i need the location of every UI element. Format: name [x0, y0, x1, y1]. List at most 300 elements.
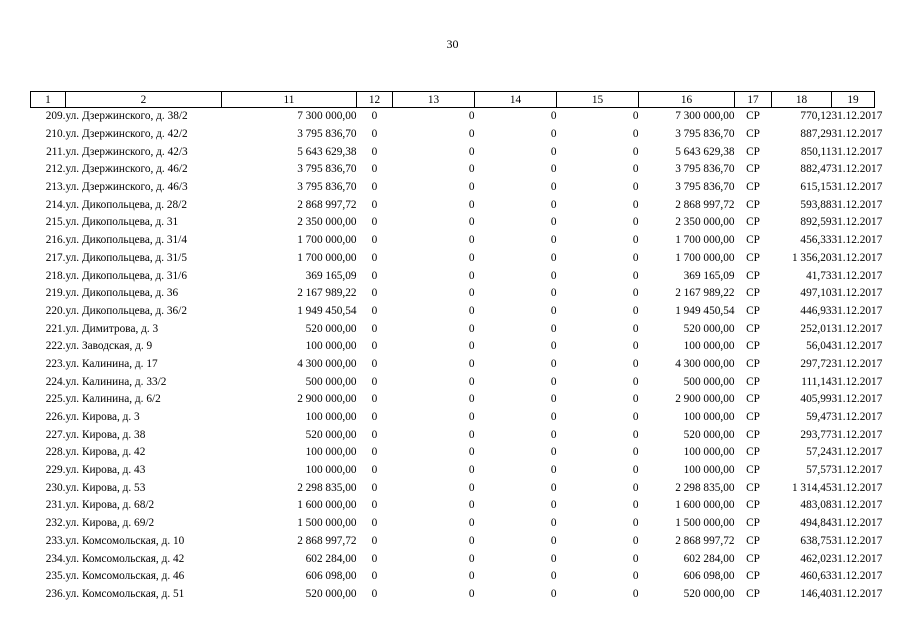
code-col-17-cell: СР — [746, 163, 760, 176]
value-col-14-cell: 0 — [550, 570, 557, 583]
code-col-17-cell: СР — [746, 304, 760, 317]
table-row — [31, 373, 875, 391]
date-col-19-cell: 31.12.2017 — [831, 411, 883, 424]
code-col-17-cell: СР — [746, 464, 760, 477]
row-number-cell: 223. — [45, 357, 66, 370]
value-col-12-cell: 0 — [371, 552, 378, 565]
address-cell: ул. Кирова, д. 38 — [65, 428, 146, 441]
value-col-12-cell: 0 — [371, 481, 378, 494]
amount-col-16-cell: 520 000,00 — [683, 428, 735, 441]
value-col-15-cell: 0 — [632, 357, 639, 370]
value-col-15-cell: 0 — [632, 287, 639, 300]
address-cell: ул. Дзержинского, д. 38/2 — [65, 110, 188, 123]
amount-col-16-cell: 100 000,00 — [683, 464, 735, 477]
value-col-13-cell: 0 — [468, 375, 475, 388]
code-col-17-cell: СР — [746, 499, 760, 512]
date-col-19-cell: 31.12.2017 — [831, 163, 883, 176]
value-col-12-cell: 0 — [371, 464, 378, 477]
value-col-15-cell: 0 — [632, 181, 639, 194]
table-row — [31, 550, 875, 568]
value-col-18-cell: 293,77 — [800, 428, 832, 441]
amount-col-16-cell: 2 868 997,72 — [675, 534, 735, 547]
value-col-18-cell: 56,04 — [806, 340, 832, 353]
table-row — [31, 462, 875, 480]
value-col-13-cell: 0 — [468, 446, 475, 459]
value-col-13-cell: 0 — [468, 340, 475, 353]
row-number-cell: 221. — [45, 322, 66, 335]
value-col-15-cell: 0 — [632, 570, 639, 583]
value-col-18-cell: 770,12 — [800, 110, 832, 123]
code-col-17-cell: СР — [746, 357, 760, 370]
amount-col-11-cell: 7 300 000,00 — [297, 110, 357, 123]
value-col-13-cell: 0 — [468, 287, 475, 300]
column-header-16: 16 — [639, 92, 735, 108]
value-col-15-cell: 0 — [632, 251, 639, 264]
amount-col-16-cell: 2 868 997,72 — [675, 198, 735, 211]
value-col-12-cell: 0 — [371, 446, 378, 459]
amount-col-16-cell: 1 700 000,00 — [675, 251, 735, 264]
value-col-13-cell: 0 — [468, 570, 475, 583]
amount-col-16-cell: 100 000,00 — [683, 340, 735, 353]
amount-col-11-cell: 3 795 836,70 — [297, 128, 357, 141]
amount-col-11-cell: 520 000,00 — [305, 322, 357, 335]
header-row — [31, 92, 875, 108]
address-cell: ул. Калинина, д. 6/2 — [65, 393, 161, 406]
value-col-14-cell: 0 — [550, 198, 557, 211]
value-col-18-cell: 252,01 — [800, 322, 832, 335]
value-col-13-cell: 0 — [468, 517, 475, 530]
row-number-cell: 216. — [45, 234, 66, 247]
column-header-19: 19 — [832, 92, 875, 108]
address-cell: ул. Кирова, д. 53 — [65, 481, 146, 494]
value-col-14-cell: 0 — [550, 110, 557, 123]
value-col-18-cell: 41,73 — [806, 269, 832, 282]
code-col-17-cell: СР — [746, 110, 760, 123]
row-number-cell: 211. — [46, 145, 66, 158]
code-col-17-cell: СР — [746, 481, 760, 494]
row-number-cell: 220. — [45, 304, 66, 317]
table-row — [31, 214, 875, 232]
table-row — [31, 250, 875, 268]
value-col-12-cell: 0 — [371, 428, 378, 441]
value-col-13-cell: 0 — [468, 216, 475, 229]
date-col-19-cell: 31.12.2017 — [831, 110, 883, 123]
code-col-17-cell: СР — [746, 269, 760, 282]
address-cell: ул. Кирова, д. 3 — [65, 411, 140, 424]
table-row — [31, 338, 875, 356]
value-col-14-cell: 0 — [550, 216, 557, 229]
value-col-14-cell: 0 — [550, 587, 557, 600]
row-number-cell: 234. — [45, 552, 66, 565]
row-number-cell: 215. — [45, 216, 66, 229]
code-col-17-cell: СР — [746, 587, 760, 600]
value-col-12-cell: 0 — [371, 570, 378, 583]
value-col-12-cell: 0 — [371, 357, 378, 370]
date-col-19-cell: 31.12.2017 — [831, 375, 883, 388]
amount-col-11-cell: 100 000,00 — [305, 464, 357, 477]
address-cell: ул. Дикопольцева, д. 31 — [65, 216, 179, 229]
value-col-12-cell: 0 — [371, 499, 378, 512]
date-col-19-cell: 31.12.2017 — [831, 216, 883, 229]
address-cell: ул. Дикопольцева, д. 36/2 — [65, 304, 187, 317]
value-col-18-cell: 59,47 — [806, 411, 832, 424]
value-col-18-cell: 615,15 — [800, 181, 832, 194]
amount-col-16-cell: 2 298 835,00 — [675, 481, 735, 494]
value-col-12-cell: 0 — [371, 128, 378, 141]
value-col-13-cell: 0 — [468, 587, 475, 600]
date-col-19-cell: 31.12.2017 — [831, 198, 883, 211]
value-col-18-cell: 850,11 — [800, 145, 832, 158]
value-col-18-cell: 460,63 — [800, 570, 832, 583]
address-cell: ул. Комсомольская, д. 42 — [65, 552, 185, 565]
code-col-17-cell: СР — [746, 181, 760, 194]
amount-col-16-cell: 4 300 000,00 — [675, 357, 735, 370]
value-col-15-cell: 0 — [632, 411, 639, 424]
address-cell: ул. Дзержинского, д. 46/3 — [65, 181, 188, 194]
value-col-14-cell: 0 — [550, 393, 557, 406]
value-col-14-cell: 0 — [550, 128, 557, 141]
amount-col-16-cell: 5 643 629,38 — [675, 145, 735, 158]
address-cell: ул. Кирова, д. 42 — [65, 446, 146, 459]
date-col-19-cell: 31.12.2017 — [831, 181, 883, 194]
value-col-18-cell: 483,08 — [800, 499, 832, 512]
amount-col-16-cell: 1 500 000,00 — [675, 517, 735, 530]
value-col-14-cell: 0 — [550, 287, 557, 300]
amount-col-16-cell: 3 795 836,70 — [675, 163, 735, 176]
amount-col-11-cell: 602 284,00 — [305, 552, 357, 565]
code-col-17-cell: СР — [746, 340, 760, 353]
code-col-17-cell: СР — [746, 428, 760, 441]
table-row — [31, 409, 875, 427]
value-col-14-cell: 0 — [550, 517, 557, 530]
value-col-15-cell: 0 — [632, 587, 639, 600]
address-cell: ул. Комсомольская, д. 51 — [65, 587, 185, 600]
date-col-19-cell: 31.12.2017 — [831, 340, 883, 353]
value-col-15-cell: 0 — [632, 163, 639, 176]
value-col-14-cell: 0 — [550, 428, 557, 441]
value-col-14-cell: 0 — [550, 552, 557, 565]
value-col-12-cell: 0 — [371, 110, 378, 123]
code-col-17-cell: СР — [746, 251, 760, 264]
amount-col-16-cell: 2 350 000,00 — [675, 216, 735, 229]
value-col-14-cell: 0 — [550, 357, 557, 370]
address-cell: ул. Калинина, д. 33/2 — [65, 375, 167, 388]
row-number-cell: 214. — [45, 198, 66, 211]
address-cell: ул. Дикопольцева, д. 31/4 — [65, 234, 187, 247]
column-header-2: 2 — [66, 92, 222, 108]
address-cell: ул. Калинина, д. 17 — [65, 357, 158, 370]
value-col-13-cell: 0 — [468, 393, 475, 406]
column-header-1: 1 — [31, 92, 66, 108]
value-col-15-cell: 0 — [632, 145, 639, 158]
table-row — [31, 586, 875, 604]
table-row — [31, 232, 875, 250]
value-col-12-cell: 0 — [371, 181, 378, 194]
amount-col-11-cell: 606 098,00 — [305, 570, 357, 583]
value-col-18-cell: 446,93 — [800, 304, 832, 317]
code-col-17-cell: СР — [746, 145, 760, 158]
row-number-cell: 227. — [45, 428, 66, 441]
value-col-14-cell: 0 — [550, 163, 557, 176]
date-col-19-cell: 31.12.2017 — [831, 552, 883, 565]
amount-col-11-cell: 3 795 836,70 — [297, 181, 357, 194]
code-col-17-cell: СР — [746, 534, 760, 547]
amount-col-11-cell: 1 600 000,00 — [297, 499, 357, 512]
amount-col-11-cell: 520 000,00 — [305, 428, 357, 441]
value-col-14-cell: 0 — [550, 145, 557, 158]
amount-col-16-cell: 2 167 989,22 — [675, 287, 735, 300]
date-col-19-cell: 31.12.2017 — [831, 517, 883, 530]
amount-col-11-cell: 2 900 000,00 — [297, 393, 357, 406]
code-col-17-cell: СР — [746, 198, 760, 211]
value-col-15-cell: 0 — [632, 552, 639, 565]
amount-col-11-cell: 520 000,00 — [305, 587, 357, 600]
amount-col-16-cell: 520 000,00 — [683, 322, 735, 335]
row-number-cell: 212. — [45, 163, 66, 176]
date-col-19-cell: 31.12.2017 — [831, 570, 883, 583]
amount-col-11-cell: 2 167 989,22 — [297, 287, 357, 300]
row-number-cell: 219. — [45, 287, 66, 300]
address-cell: ул. Дзержинского, д. 46/2 — [65, 163, 188, 176]
value-col-14-cell: 0 — [550, 411, 557, 424]
value-col-13-cell: 0 — [468, 163, 475, 176]
column-header-18: 18 — [772, 92, 832, 108]
row-number-cell: 236. — [45, 587, 66, 600]
table-row — [31, 515, 875, 533]
value-col-18-cell: 1 356,20 — [791, 251, 832, 264]
table-row — [31, 497, 875, 515]
address-cell: ул. Кирова, д. 68/2 — [65, 499, 155, 512]
amount-col-11-cell: 500 000,00 — [305, 375, 357, 388]
value-col-12-cell: 0 — [371, 234, 378, 247]
date-col-19-cell: 31.12.2017 — [831, 234, 883, 247]
code-col-17-cell: СР — [746, 517, 760, 530]
table-row — [31, 179, 875, 197]
value-col-15-cell: 0 — [632, 216, 639, 229]
value-col-13-cell: 0 — [468, 110, 475, 123]
value-col-12-cell: 0 — [371, 163, 378, 176]
code-col-17-cell: СР — [746, 234, 760, 247]
date-col-19-cell: 31.12.2017 — [831, 287, 883, 300]
value-col-18-cell: 882,47 — [800, 163, 832, 176]
table-row — [31, 426, 875, 444]
code-col-17-cell: СР — [746, 411, 760, 424]
registry-table — [30, 91, 883, 603]
row-number-cell: 230. — [45, 481, 66, 494]
value-col-15-cell: 0 — [632, 481, 639, 494]
address-cell: ул. Дикопольцева, д. 31/6 — [65, 269, 187, 282]
code-col-17-cell: СР — [746, 552, 760, 565]
value-col-18-cell: 111,14 — [801, 375, 832, 388]
value-col-12-cell: 0 — [371, 269, 378, 282]
amount-col-16-cell: 1 949 450,54 — [675, 304, 735, 317]
amount-col-11-cell: 1 500 000,00 — [297, 517, 357, 530]
value-col-18-cell: 456,33 — [800, 234, 832, 247]
code-col-17-cell: СР — [746, 570, 760, 583]
amount-col-11-cell: 2 868 997,72 — [297, 198, 357, 211]
value-col-14-cell: 0 — [550, 322, 557, 335]
value-col-13-cell: 0 — [468, 198, 475, 211]
table-body — [31, 108, 883, 604]
value-col-13-cell: 0 — [468, 534, 475, 547]
table-row — [31, 161, 875, 179]
table-row — [31, 320, 875, 338]
amount-col-16-cell: 100 000,00 — [683, 411, 735, 424]
value-col-13-cell: 0 — [468, 357, 475, 370]
value-col-15-cell: 0 — [632, 269, 639, 282]
date-col-19-cell: 31.12.2017 — [831, 464, 883, 477]
value-col-15-cell: 0 — [632, 375, 639, 388]
value-col-13-cell: 0 — [468, 234, 475, 247]
value-col-18-cell: 638,75 — [800, 534, 832, 547]
amount-col-16-cell: 1 600 000,00 — [675, 499, 735, 512]
value-col-12-cell: 0 — [371, 340, 378, 353]
amount-col-11-cell: 1 700 000,00 — [297, 234, 357, 247]
amount-col-11-cell: 2 868 997,72 — [297, 534, 357, 547]
code-col-17-cell: СР — [746, 446, 760, 459]
address-cell: ул. Димитрова, д. 3 — [65, 322, 159, 335]
row-number-cell: 222. — [45, 340, 66, 353]
address-cell: ул. Кирова, д. 69/2 — [65, 517, 155, 530]
table-row — [31, 126, 875, 144]
value-col-12-cell: 0 — [371, 393, 378, 406]
row-number-cell: 225. — [45, 393, 66, 406]
row-number-cell: 232. — [45, 517, 66, 530]
table-row — [31, 196, 875, 214]
value-col-12-cell: 0 — [371, 287, 378, 300]
row-number-cell: 228. — [45, 446, 66, 459]
date-col-19-cell: 31.12.2017 — [831, 251, 883, 264]
address-cell: ул. Дикопольцева, д. 28/2 — [65, 198, 187, 211]
value-col-15-cell: 0 — [632, 198, 639, 211]
code-col-17-cell: СР — [746, 287, 760, 300]
value-col-13-cell: 0 — [468, 269, 475, 282]
value-col-14-cell: 0 — [550, 181, 557, 194]
code-col-17-cell: СР — [746, 128, 760, 141]
amount-col-11-cell: 2 298 835,00 — [297, 481, 357, 494]
amount-col-16-cell: 3 795 836,70 — [675, 181, 735, 194]
table-row — [31, 444, 875, 462]
code-col-17-cell: СР — [746, 375, 760, 388]
row-number-cell: 224. — [45, 375, 66, 388]
value-col-12-cell: 0 — [371, 216, 378, 229]
date-col-19-cell: 31.12.2017 — [831, 428, 883, 441]
amount-col-16-cell: 3 795 836,70 — [675, 128, 735, 141]
table-row — [31, 533, 875, 551]
date-col-19-cell: 31.12.2017 — [831, 587, 883, 600]
value-col-15-cell: 0 — [632, 322, 639, 335]
value-col-14-cell: 0 — [550, 340, 557, 353]
row-number-cell: 217. — [45, 251, 66, 264]
amount-col-11-cell: 369 165,09 — [305, 269, 357, 282]
value-col-18-cell: 494,84 — [800, 517, 832, 530]
value-col-13-cell: 0 — [468, 145, 475, 158]
value-col-12-cell: 0 — [371, 322, 378, 335]
value-col-18-cell: 462,02 — [800, 552, 832, 565]
value-col-12-cell: 0 — [371, 304, 378, 317]
value-col-18-cell: 892,59 — [800, 216, 832, 229]
value-col-14-cell: 0 — [550, 464, 557, 477]
address-cell: ул. Заводская, д. 9 — [65, 340, 153, 353]
row-number-cell: 209. — [45, 110, 66, 123]
value-col-14-cell: 0 — [550, 375, 557, 388]
value-col-15-cell: 0 — [632, 464, 639, 477]
amount-col-16-cell: 7 300 000,00 — [675, 110, 735, 123]
value-col-13-cell: 0 — [468, 128, 475, 141]
date-col-19-cell: 31.12.2017 — [831, 393, 883, 406]
column-header-13: 13 — [393, 92, 475, 108]
value-col-12-cell: 0 — [371, 517, 378, 530]
amount-col-11-cell: 100 000,00 — [305, 446, 357, 459]
value-col-14-cell: 0 — [550, 251, 557, 264]
value-col-13-cell: 0 — [468, 428, 475, 441]
date-col-19-cell: 31.12.2017 — [831, 446, 883, 459]
amount-col-11-cell: 4 300 000,00 — [297, 357, 357, 370]
amount-col-16-cell: 100 000,00 — [683, 446, 735, 459]
amount-col-11-cell: 3 795 836,70 — [297, 163, 357, 176]
row-number-cell: 233. — [45, 534, 66, 547]
value-col-18-cell: 405,99 — [800, 393, 832, 406]
code-col-17-cell: СР — [746, 322, 760, 335]
table-row — [31, 267, 875, 285]
value-col-13-cell: 0 — [468, 481, 475, 494]
table-row — [31, 143, 875, 161]
value-col-14-cell: 0 — [550, 446, 557, 459]
value-col-14-cell: 0 — [550, 304, 557, 317]
date-col-19-cell: 31.12.2017 — [831, 499, 883, 512]
value-col-15-cell: 0 — [632, 128, 639, 141]
value-col-18-cell: 297,72 — [800, 357, 832, 370]
value-col-15-cell: 0 — [632, 110, 639, 123]
value-col-13-cell: 0 — [468, 304, 475, 317]
date-col-19-cell: 31.12.2017 — [831, 145, 883, 158]
address-cell: ул. Дикопольцева, д. 31/5 — [65, 251, 187, 264]
date-col-19-cell: 31.12.2017 — [831, 269, 883, 282]
value-col-12-cell: 0 — [371, 198, 378, 211]
value-col-18-cell: 57,24 — [806, 446, 832, 459]
amount-col-11-cell: 100 000,00 — [305, 411, 357, 424]
value-col-13-cell: 0 — [468, 499, 475, 512]
amount-col-16-cell: 500 000,00 — [683, 375, 735, 388]
value-col-13-cell: 0 — [468, 552, 475, 565]
code-col-17-cell: СР — [746, 216, 760, 229]
amount-col-16-cell: 369 165,09 — [683, 269, 735, 282]
amount-col-16-cell: 1 700 000,00 — [675, 234, 735, 247]
value-col-13-cell: 0 — [468, 322, 475, 335]
amount-col-16-cell: 606 098,00 — [683, 570, 735, 583]
value-col-14-cell: 0 — [550, 481, 557, 494]
value-col-15-cell: 0 — [632, 446, 639, 459]
value-col-12-cell: 0 — [371, 145, 378, 158]
code-col-17-cell: СР — [746, 393, 760, 406]
value-col-15-cell: 0 — [632, 517, 639, 530]
value-col-18-cell: 887,29 — [800, 128, 832, 141]
amount-col-11-cell: 5 643 629,38 — [297, 145, 357, 158]
amount-col-16-cell: 520 000,00 — [683, 587, 735, 600]
value-col-14-cell: 0 — [550, 499, 557, 512]
column-header-14: 14 — [475, 92, 557, 108]
value-col-15-cell: 0 — [632, 304, 639, 317]
date-col-19-cell: 31.12.2017 — [831, 534, 883, 547]
column-header-11: 11 — [222, 92, 357, 108]
address-cell: ул. Комсомольская, д. 46 — [65, 570, 185, 583]
table-row — [31, 108, 875, 126]
row-number-cell: 231. — [45, 499, 66, 512]
date-col-19-cell: 31.12.2017 — [831, 128, 883, 141]
row-number-cell: 218. — [45, 269, 66, 282]
row-number-cell: 210. — [45, 128, 66, 141]
row-number-cell: 235. — [45, 570, 66, 583]
